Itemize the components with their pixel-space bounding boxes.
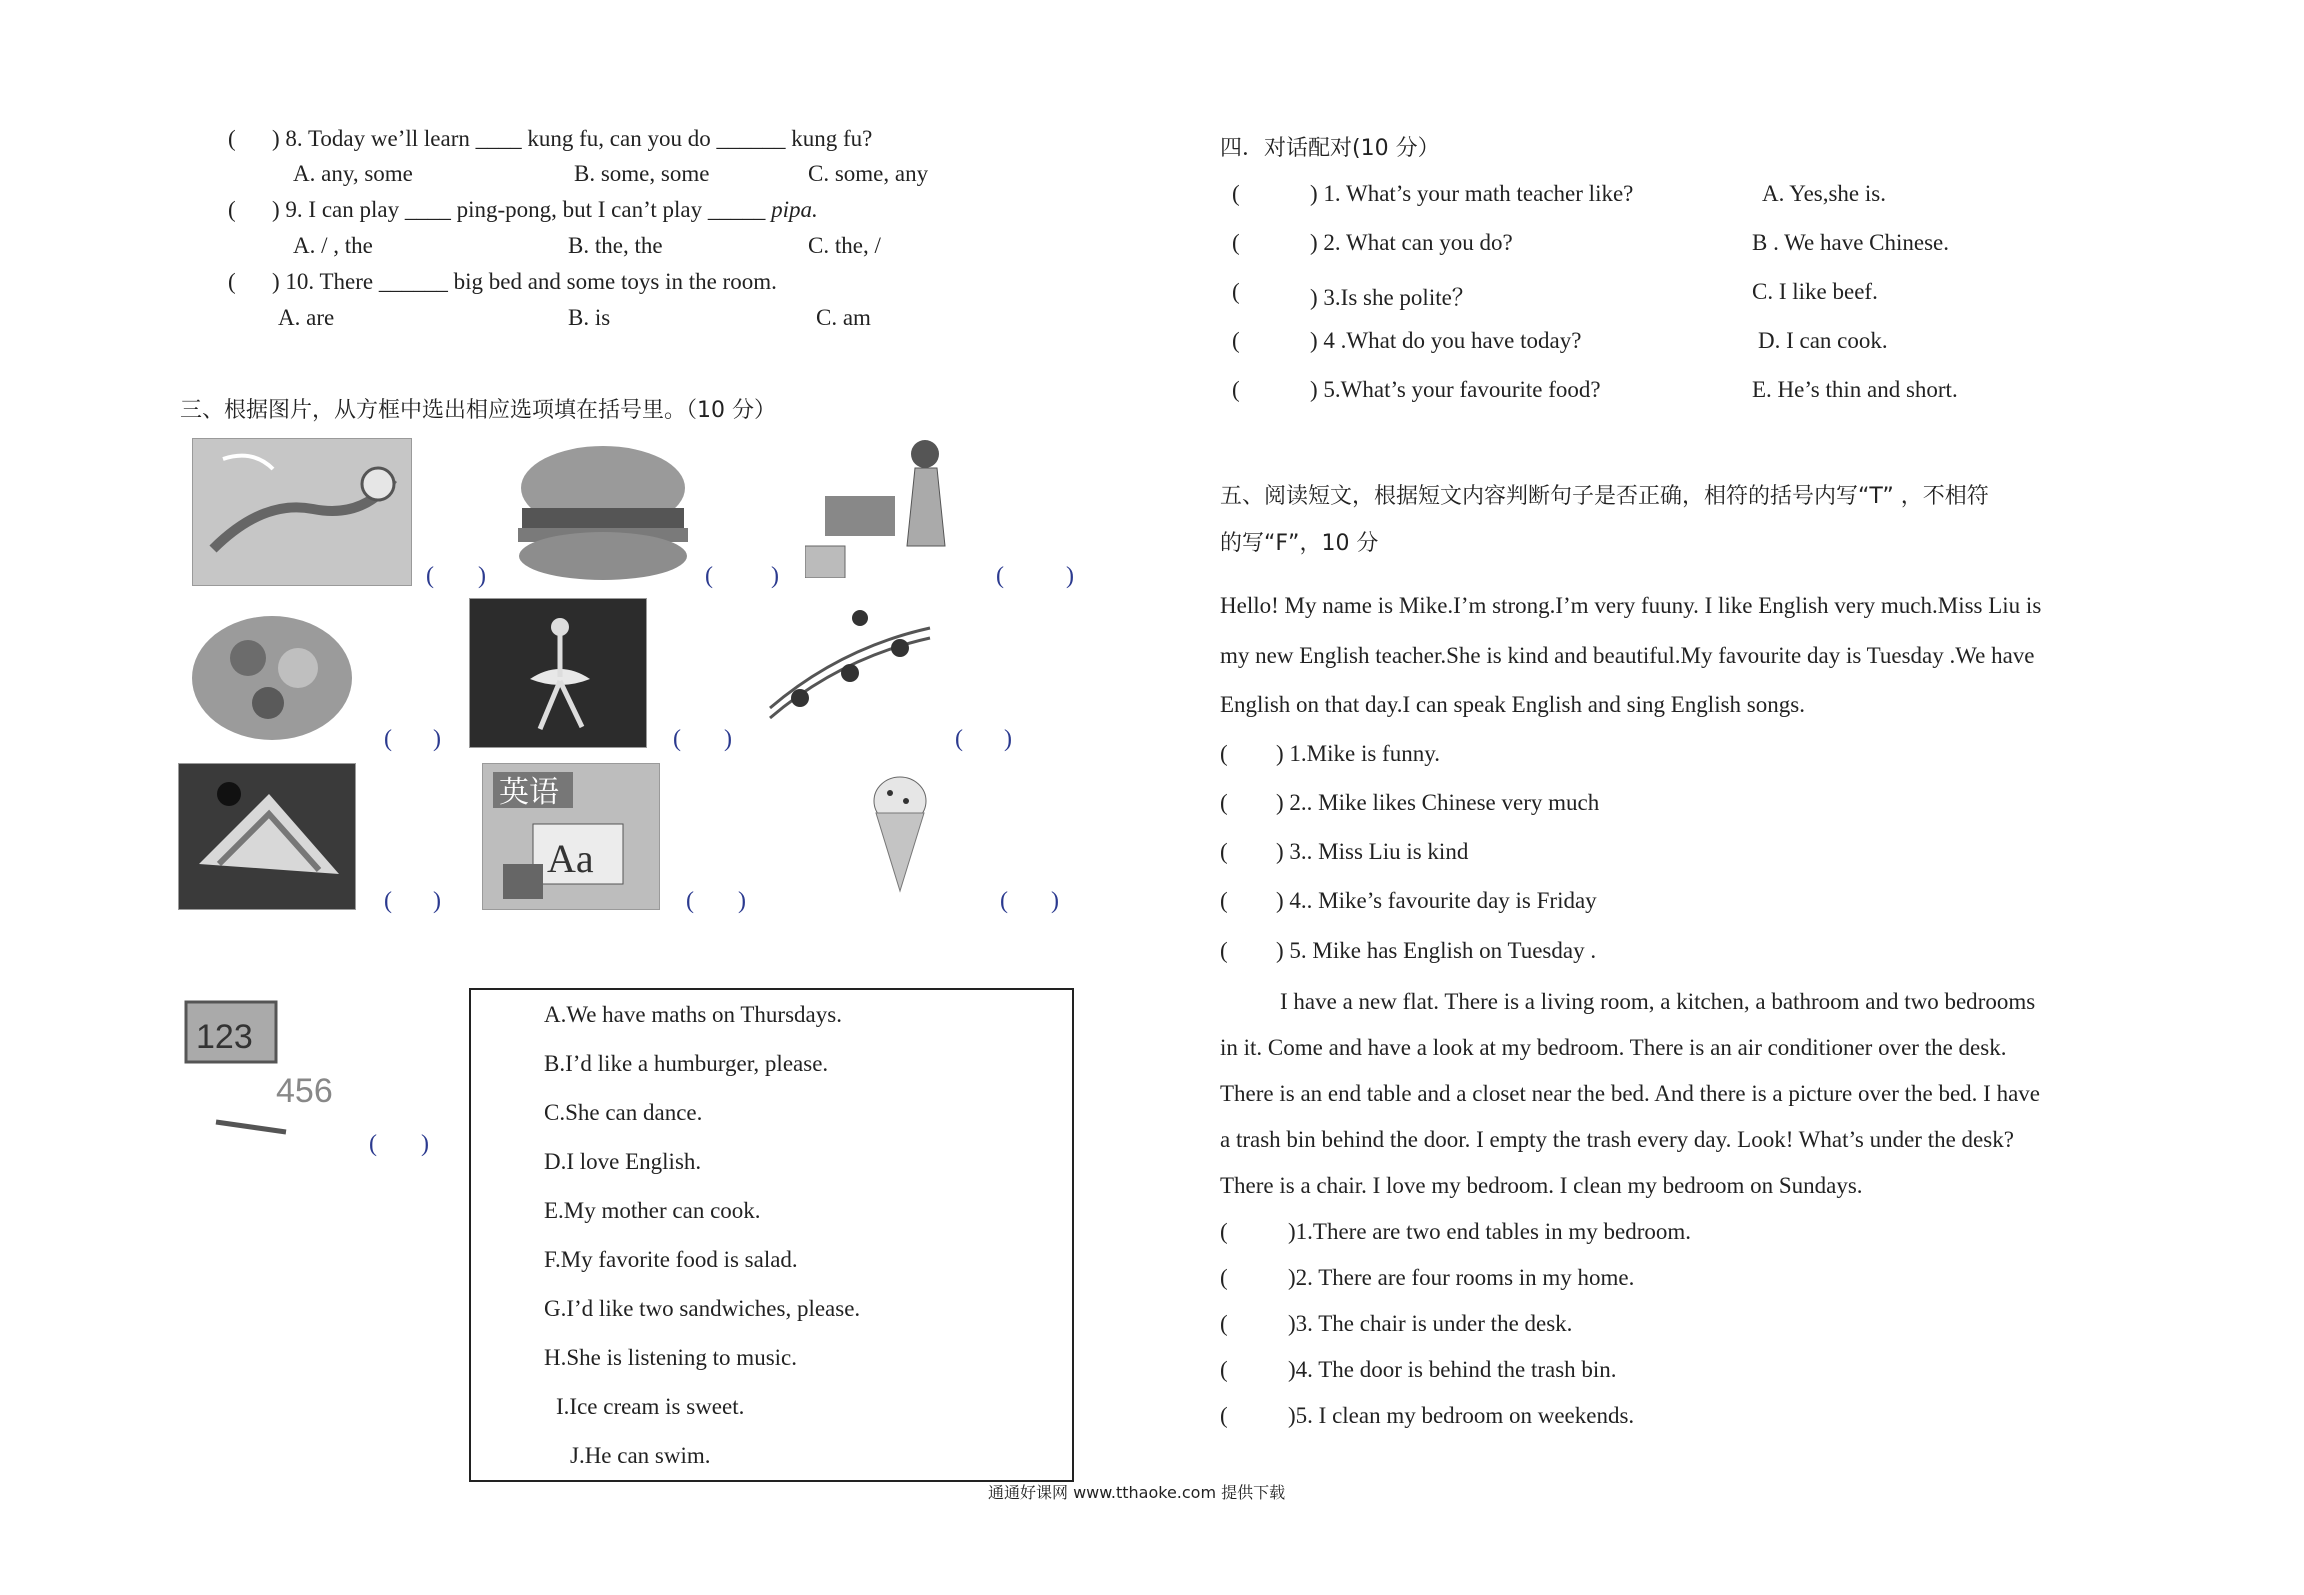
option-e: E.My mother can cook. [544,1198,761,1223]
passage-2-line: a trash bin behind the door. I empty the trash every day. Look! What’s under the desk? [1220,1127,2014,1152]
q9-pipa: pipa. [771,197,818,222]
passage-1-line: English on that day.I can speak English and sing English songs. [1220,692,1805,717]
swimming-picture [192,438,412,586]
option-f: F.My favorite food is salad. [544,1247,798,1272]
answer-bracket-close: ) [738,888,746,914]
question-9 [272,197,818,223]
answer-bracket-close: ) [771,563,779,589]
dialog-answer-a: A. Yes,she is. [1762,181,1886,206]
passage-1-line: Hello! My name is Mike.I’m strong.I’m very fuuny. I like English very much.Miss Liu is [1220,593,2042,618]
passage-2-line: in it. Come and have a look at my bedroom. There is an air conditioner over the desk. [1220,1035,2007,1060]
question-10: ) 10. There ______ big bed and some toys in the room. [272,269,777,294]
option-a: A.We have maths on Thursdays. [544,1002,842,1027]
answer-paren: ( [1220,1403,1228,1428]
q9-option-b: B. the, the [568,233,663,258]
dialog-question-5: ) 5.What’s your favourite food? [1310,377,1601,402]
answer-bracket-close: ) [433,888,441,914]
answer-paren: ( [228,126,236,151]
q10-option-a: A. are [278,305,335,330]
section-5-title-line1: 五、阅读短文，根据短文内容判断句子是否正确，相符的括号内写“T” ，不相符 [1220,484,1989,509]
judge-question: ) 2.. Mike likes Chinese very much [1276,790,1600,815]
answer-bracket-open: ( [384,888,392,914]
q10-option-c: C. am [816,305,871,330]
salad-picture [188,598,356,748]
ballet-dancer-picture [469,598,647,748]
judge-question: ) 4.. Mike’s favourite day is Friday [1276,888,1597,913]
judge-question: ) 1.Mike is funny. [1276,741,1440,766]
option-g: G.I’d like two sandwiches, please. [544,1296,861,1321]
ice-cream-picture [870,773,930,893]
answer-bracket-open: ( [673,726,681,752]
answer-paren: ( [1232,279,1240,304]
hamburger-picture [512,438,694,588]
passage-1-line: my new English teacher.She is kind and beautiful.My favourite day is Tuesday .We have [1220,643,2035,668]
dialog-question-1: ) 1. What’s your math teacher like? [1310,181,1634,206]
answer-paren: ( [1220,839,1228,864]
passage-2-line: There is an end table and a closet near the bed. And there is a picture over the bed. I have [1220,1081,2040,1106]
dialog-answer-b: B . We have Chinese. [1752,230,1950,255]
answer-paren: ( [1232,230,1240,255]
answer-paren: ( [1232,377,1240,402]
judge-question: )5. I clean my bedroom on weekends. [1288,1403,1635,1428]
answer-bracket-close: ) [478,563,486,589]
svg-text:123: 123 [196,1018,253,1056]
book-title: 英语 [499,775,559,810]
option-j: J.He can swim. [570,1443,711,1468]
option-b: B.I’d like a humburger, please. [544,1051,829,1076]
q10-option-b: B. is [568,305,611,330]
option-c: C.She can dance. [544,1100,703,1125]
q9-option-a: A. / , the [293,233,373,258]
section-3-title: 三、根据图片，从方框中选出相应选项填在括号里。（10 分） [180,398,776,423]
book-letters: Aa [547,836,594,881]
dialog-answer-e: E. He’s thin and short. [1752,377,1958,402]
answer-bracket-close: ) [724,726,732,752]
q9-text: ) 9. I can play ____ ping-pong, but I can’t play _____ [272,197,772,222]
q8-option-a: A. any, some [293,161,413,186]
answer-paren: ( [1220,741,1228,766]
judge-question: ) 3.. Miss Liu is kind [1276,839,1469,864]
answer-bracket-open: ( [705,563,713,589]
answer-bracket-open: ( [1000,888,1008,914]
q9-option-c: C. the, / [808,233,881,258]
answer-bracket-close: ) [1004,726,1012,752]
answer-bracket-open: ( [955,726,963,752]
question-8: ) 8. Today we’ll learn ____ kung fu, can you do ______ kung fu? [272,126,873,151]
answer-paren: ( [1220,888,1228,913]
dialog-answer-d: D. I can cook. [1758,328,1888,353]
dialog-question-3: ) 3.Is she polite？ [1310,285,1475,310]
answer-paren: ( [1220,1219,1228,1244]
cooking-mother-picture [805,436,983,578]
option-i: I.Ice cream is sweet. [556,1394,745,1419]
passage-2-line: There is a chair. I love my bedroom. I clean my bedroom on Sundays. [1220,1173,1863,1198]
answer-paren: ( [1220,790,1228,815]
section-5-title-line2: 的写“F”，10 分 [1220,531,1379,556]
judge-question: )1.There are two end tables in my bedroom. [1288,1219,1692,1244]
answer-paren: ( [228,197,236,222]
answer-paren: ( [1232,328,1240,353]
answer-paren: ( [1232,181,1240,206]
answer-bracket-close: ) [421,1131,429,1157]
answer-bracket-open: ( [369,1131,377,1157]
english-book-picture [482,763,660,910]
judge-question: )2. There are four rooms in my home. [1288,1265,1635,1290]
judge-question: )3. The chair is under the desk. [1288,1311,1573,1336]
answer-paren: ( [1220,1357,1228,1382]
answer-paren: ( [1220,1265,1228,1290]
dialog-question-4: ) 4 .What do you have today? [1310,328,1582,353]
answer-bracket-close: ) [1051,888,1059,914]
answer-bracket-open: ( [686,888,694,914]
sandwich-picture [178,763,356,910]
maths-numbers-picture [176,982,356,1146]
q8-option-c: C. some, any [808,161,929,186]
answer-bracket-open: ( [384,726,392,752]
svg-text:456: 456 [276,1072,333,1110]
answer-bracket-close: ) [433,726,441,752]
dialog-question-2: ) 2. What can you do? [1310,230,1513,255]
section-4-title: 四．对话配对(10 分） [1220,136,1440,161]
music-notes-picture [760,598,938,746]
option-d: D.I love English. [544,1149,702,1174]
answer-paren: ( [228,269,236,294]
option-h: H.She is listening to music. [544,1345,797,1370]
answer-bracket-open: ( [426,563,434,589]
q8-option-b: B. some, some [574,161,710,186]
dialog-answer-c: C. I like beef. [1752,279,1878,304]
footer-credit: 通通好课网 www.tthaoke.com 提供下载 [988,1483,1286,1502]
answer-bracket-open: ( [996,563,1004,589]
answer-paren: ( [1220,938,1228,963]
judge-question: ) 5. Mike has English on Tuesday . [1276,938,1597,963]
answer-bracket-close: ) [1066,563,1074,589]
passage-2-line: I have a new flat. There is a living room, a kitchen, a bathroom and two bedrooms [1280,989,2036,1014]
answer-paren: ( [1220,1311,1228,1336]
judge-question: )4. The door is behind the trash bin. [1288,1357,1617,1382]
